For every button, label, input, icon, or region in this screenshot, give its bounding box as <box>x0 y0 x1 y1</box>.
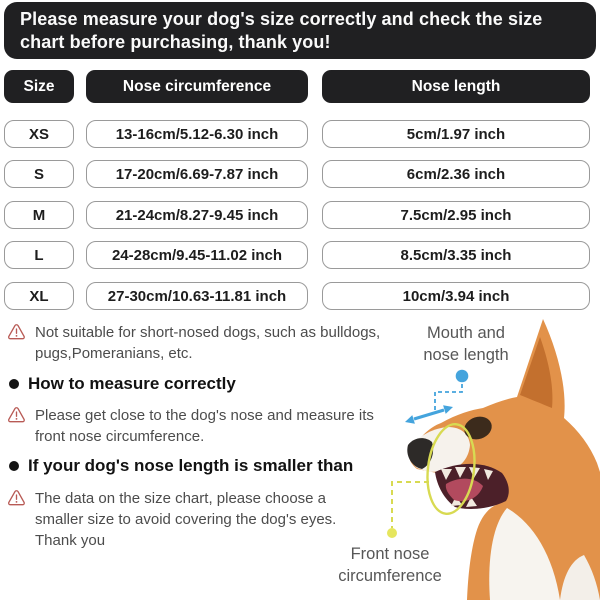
warning-icon <box>7 489 26 507</box>
blue-arrow-shaft <box>414 410 444 419</box>
bullet-icon <box>9 461 19 471</box>
table-cell-circumference <box>86 282 308 310</box>
cell-value: 13-16cm/5.12-6.30 inch <box>115 125 279 143</box>
table-cell-size <box>4 201 74 229</box>
column-header-circumference <box>86 70 308 103</box>
table-cell-size <box>4 120 74 148</box>
cell-value: 5cm/1.97 inch <box>406 125 506 143</box>
bullet-icon <box>9 379 19 389</box>
yellow-dot <box>387 528 397 538</box>
column-header-size <box>4 70 74 103</box>
banner-text: Please measure your dog's size correctly and check the size chart before purchasing, thank you! <box>20 8 543 52</box>
column-header-label: Nose length <box>411 77 501 95</box>
column-header-label: Nose circumference <box>122 77 272 95</box>
column-header-label: Size <box>23 77 55 95</box>
diagram-label-front-nose-circumference: Front nose circumference <box>338 545 442 585</box>
cell-value: L <box>34 246 44 264</box>
note-text: Please get close to the dog's nose and measure its front nose circumference. <box>35 407 374 445</box>
note-text: If your dog's nose length is smaller than <box>28 456 354 475</box>
table-cell-circumference <box>86 201 308 229</box>
cell-value: 21-24cm/8.27-9.45 inch <box>115 206 279 224</box>
note-text: Not suitable for short-nosed dogs, such as bulldogs, pugs,Pomeranians, etc. <box>35 324 381 362</box>
note-not-suitable <box>7 322 405 364</box>
table-cell-length <box>322 120 590 148</box>
blue-dot <box>456 370 469 383</box>
warning-icon <box>7 406 26 424</box>
blue-arrowhead-left <box>405 415 415 424</box>
note-text: How to measure correctly <box>28 374 236 393</box>
blue-arrowhead-right <box>443 405 453 414</box>
cell-value: S <box>33 165 44 183</box>
note-text: The data on the size chart, please choose a smaller size to avoid covering the dog's eyes. Thank you <box>35 490 337 549</box>
table-cell-circumference <box>86 120 308 148</box>
table-cell-length <box>322 160 590 188</box>
table-cell-size <box>4 160 74 188</box>
cell-value: M <box>32 206 46 224</box>
note-how-to-measure <box>7 373 236 394</box>
cell-value: 7.5cm/2.95 inch <box>400 206 512 224</box>
header-banner <box>4 2 596 59</box>
table-cell-size <box>4 282 74 310</box>
yellow-dashed-line <box>392 482 429 528</box>
cell-value: XL <box>29 287 49 305</box>
note-choose-smaller <box>7 488 367 551</box>
cell-value: 10cm/3.94 inch <box>402 287 510 305</box>
cell-value: 6cm/2.36 inch <box>406 165 506 183</box>
warning-icon <box>7 323 26 341</box>
table-cell-length <box>322 282 590 310</box>
table-cell-circumference <box>86 160 308 188</box>
cell-value: XS <box>28 125 49 143</box>
cell-value: 17-20cm/6.69-7.87 inch <box>115 165 279 183</box>
table-cell-length <box>322 201 590 229</box>
note-get-close <box>7 405 407 447</box>
table-cell-circumference <box>86 241 308 269</box>
note-nose-length-smaller <box>7 455 353 476</box>
cell-value: 8.5cm/3.35 inch <box>400 246 512 264</box>
column-header-length <box>322 70 590 103</box>
table-cell-length <box>322 241 590 269</box>
diagram-label-mouth-nose-length: Mouth and nose length <box>423 324 509 364</box>
cell-value: 27-30cm/10.63-11.81 inch <box>107 287 287 305</box>
table-cell-size <box>4 241 74 269</box>
cell-value: 24-28cm/9.45-11.02 inch <box>111 246 283 264</box>
